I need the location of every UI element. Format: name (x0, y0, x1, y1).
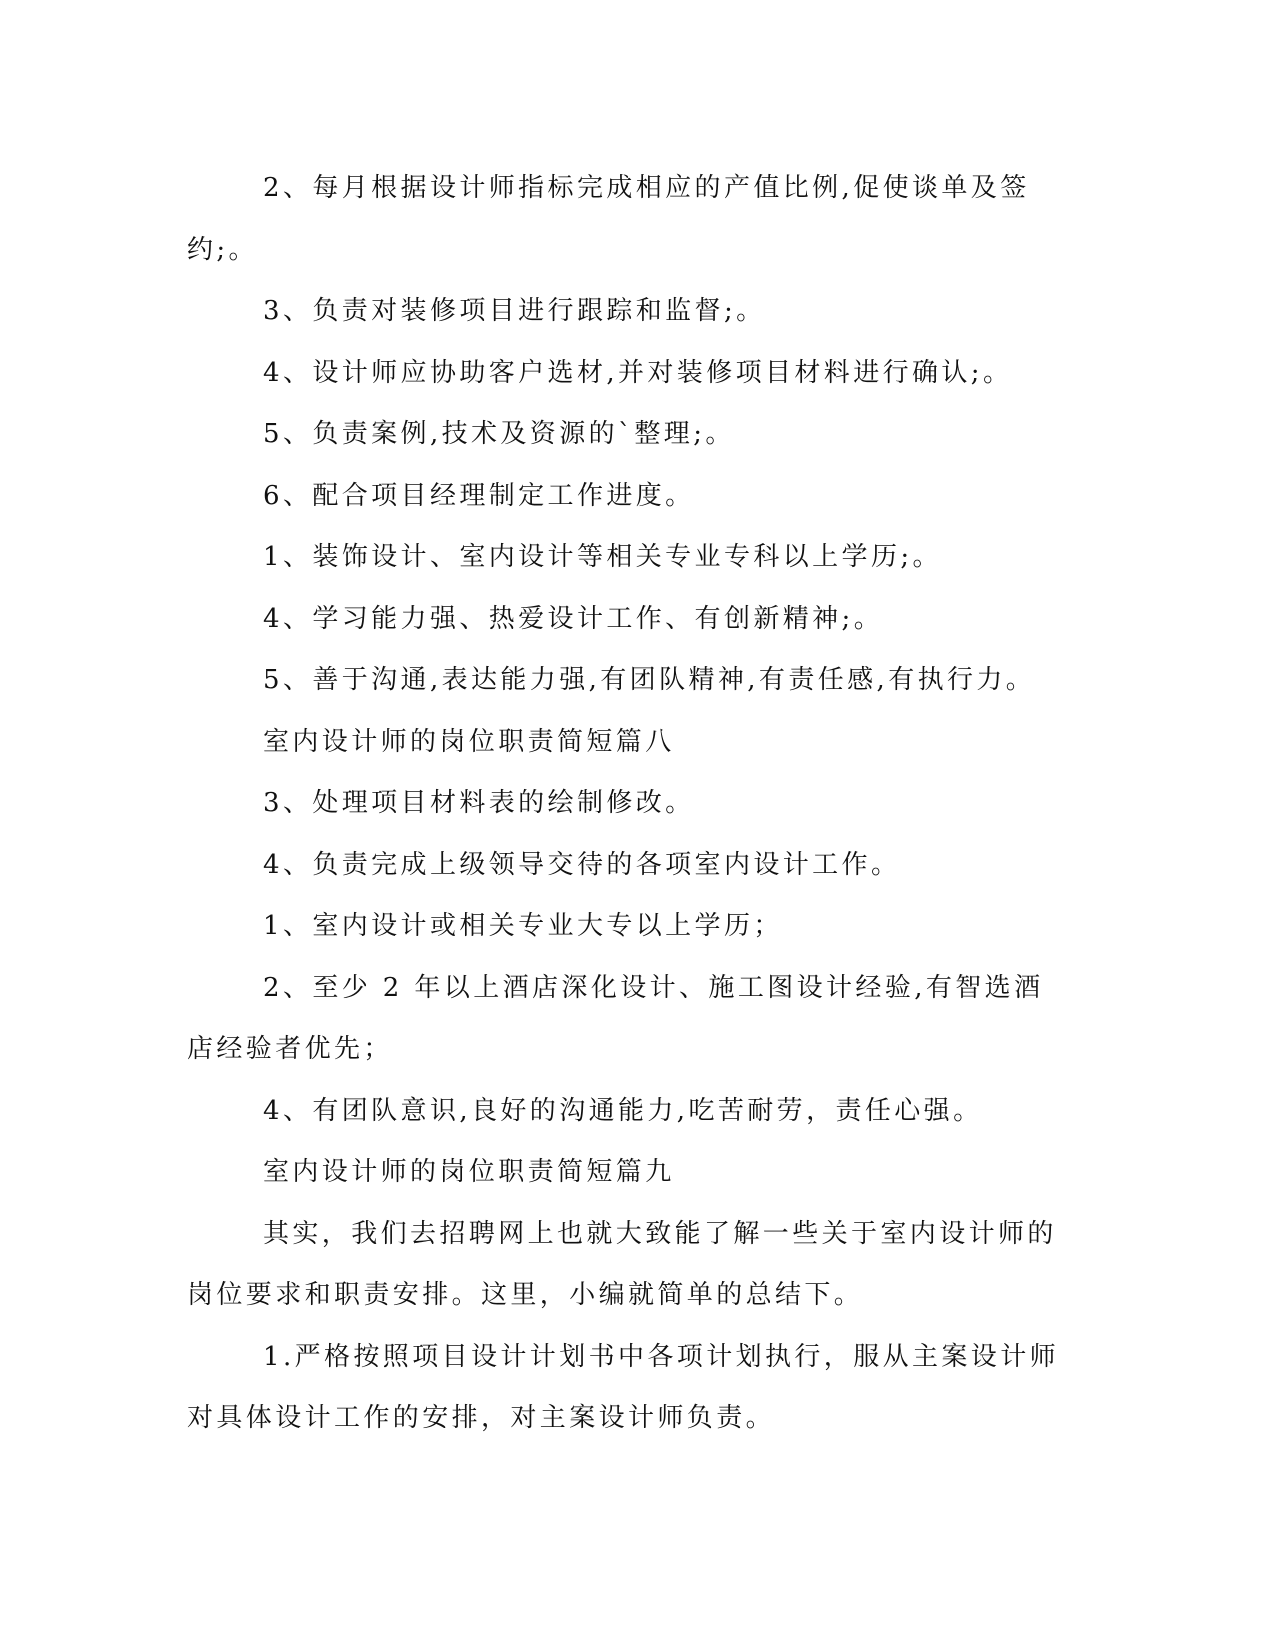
paragraph: 6、配合项目经理制定工作进度。 (263, 480, 695, 511)
paragraph: 3、负责对装修项目进行跟踪和监督;。 (263, 296, 766, 326)
section-heading: 室内设计师的岗位职责简短篇八 (263, 726, 675, 757)
section-heading: 室内设计师的岗位职责简短篇九 (263, 1157, 675, 1187)
paragraph: 2、每月根据设计师指标完成相应的产值比例,促使谈单及签约;。 (187, 173, 1030, 265)
paragraph: 1.严格按照项目设计计划书中各项计划执行，服从主案设计师对具体设计工作的安排，对主案设计师负责。 (187, 1341, 1060, 1433)
paragraph: 其实，我们去招聘网上也就大致能了解一些关于室内设计师的岗位要求和职责安排。这里，小编就简单的总结下。 (187, 1218, 1057, 1310)
paragraph: 3、处理项目材料表的绘制修改。 (263, 788, 695, 818)
paragraph: 5、负责案例,技术及资源的`整理;。 (263, 419, 735, 449)
paragraph: 4、学习能力强、热爱设计工作、有创新精神;。 (263, 603, 884, 634)
paragraph: 1、室内设计或相关专业大专以上学历； (263, 911, 783, 941)
paragraph: 2、至少 2 年以上酒店深化设计、施工图设计经验,有智选酒店经验者优先； (187, 972, 1044, 1064)
paragraph: 5、善于沟通,表达能力强,有团队精神,有责任感,有执行力。 (263, 665, 1036, 695)
paragraph: 1、装饰设计、室内设计等相关专业专科以上学历;。 (263, 542, 942, 572)
paragraph: 4、有团队意识,良好的沟通能力,吃苦耐劳，责任心强。 (263, 1095, 983, 1126)
paragraph: 4、负责完成上级领导交待的各项室内设计工作。 (263, 849, 901, 880)
paragraph: 4、设计师应协助客户选材,并对装修项目材料进行确认;。 (263, 357, 1013, 388)
document-body (187, 158, 1067, 1450)
